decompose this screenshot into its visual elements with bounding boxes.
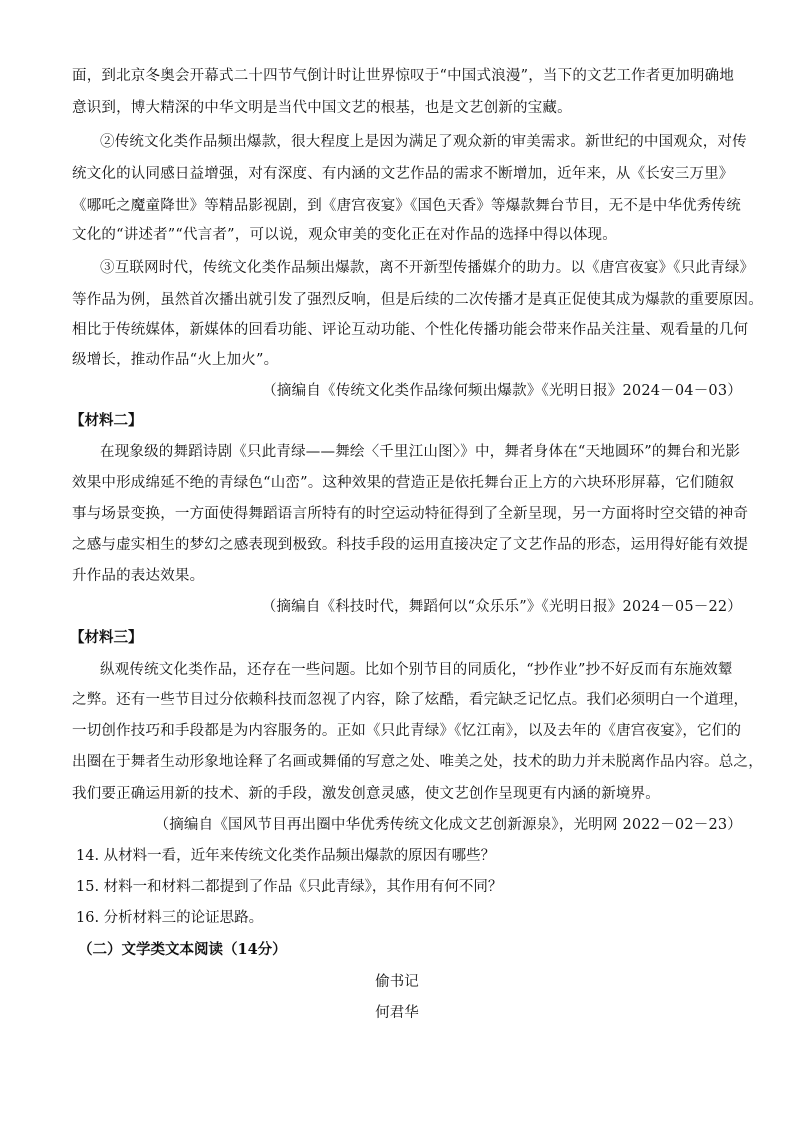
- question-16: 16. 分析材料三的论证思路。: [76, 910, 264, 926]
- paragraph-line: 《哪吒之魔童降世》等精品影视剧，到《唐宫夜宴》《国色天香》等爆款舞台节目，无不是中华优秀传统: [72, 198, 741, 214]
- paragraph-line: 纵观传统文化类作品，还存在一些问题。比如个别节目的同质化，“抄作业”抄不好反而有东施效颦: [100, 662, 733, 678]
- material-heading: 【材料二】: [70, 412, 143, 429]
- paragraph-line: 意识到，博大精深的中华文明是当代中国文艺的根基，也是文艺创新的宝藏。: [72, 100, 572, 116]
- question-15: 15. 材料一和材料二都提到了作品《只此青绿》，其作用有何不同？: [76, 879, 503, 895]
- source-citation: （摘编自《科技时代，舞蹈何以“众乐乐”》《光明日报》2024－05－22）: [261, 599, 742, 615]
- paragraph-line: 我们要正确运用新的技术、新的手段，激发创意灵感，使文艺创作呈现更有内涵的新境界。: [72, 786, 660, 802]
- paragraph-line: 之感与虚实相生的梦幻之感表现到极致。科技手段的运用直接决定了文艺作品的形态，运用得好能有效提: [72, 537, 749, 553]
- paragraph-line: 效果中形成绵延不绝的青绿色“山峦”。这种效果的营造正是依托舞台正上方的六块环形屏幕，它们随叙: [72, 475, 735, 491]
- story-author: 何君华: [375, 1005, 419, 1021]
- material-heading: 【材料三】: [70, 629, 143, 646]
- paragraph-line: 文化的“讲述者”“代言者”，可以说，观众审美的变化正在对作品的选择中得以体现。: [72, 227, 617, 243]
- paragraph-line: 级增长，推动作品“火上加火”。: [72, 352, 279, 368]
- paragraph-line: 一切创作技巧和手段都是为内容服务的。正如《只此青绿》《忆江南》，以及去年的《唐宫夜宴》，它们的: [72, 723, 742, 739]
- paragraph-line: 面，到北京冬奥会开幕式二十四节气倒计时让世界惊叹于“中国式浪漫”，当下的文艺工作者更加明确地: [72, 68, 735, 84]
- paragraph-line: 升作品的表达效果。: [72, 568, 205, 584]
- story-title: 偷书记: [375, 974, 419, 990]
- paragraph-line: 之弊。还有一些节目过分依赖科技而忽视了内容，除了炫酷，看完缺乏记忆点。我们必须明白一个道理，: [72, 692, 749, 708]
- paragraph-line: 在现象级的舞蹈诗剧《只此青绿——舞绘〈千里江山图〉》中，舞者身体在“天地圆环”的舞台和光影: [100, 444, 741, 460]
- source-citation: （摘编自《传统文化类作品缘何频出爆款》《光明日报》2024－04－03）: [262, 383, 742, 399]
- paragraph-line: 统文化的认同感日益增强，对有深度、有内涵的文艺作品的需求不断增加，近年来，从《长安三万里》: [72, 166, 734, 182]
- source-citation: （摘编自《国风节目再出圈中华优秀传统文化成文艺创新源泉》，光明网 2022－02－23）: [154, 817, 742, 833]
- question-14: 14. 从材料一看，近年来传统文化类作品频出爆款的原因有哪些？: [76, 848, 496, 864]
- paragraph-line: 相比于传统媒体，新媒体的回看功能、评论互动功能、个性化传播功能会带来作品关注量、观看量的几何: [72, 322, 749, 338]
- paragraph-line: 等作品为例，虽然首次播出就引发了强烈反响，但是后续的二次传播才是真正促使其成为爆款的重要原因。: [72, 292, 763, 308]
- paragraph-line: ③互联网时代，传统文化类作品频出爆款，离不开新型传播媒介的助力。以《唐宫夜宴》《只此青绿》: [100, 260, 755, 276]
- paragraph-line: 出圈在于舞者生动形象地诠释了名画或舞俑的写意之处、唯美之处，技术的助力并未脱离作品内容。总之，: [72, 754, 763, 770]
- section-heading: （二）文学类文本阅读（14分）: [78, 941, 287, 958]
- paragraph-line: 事与场景变换，一方面使得舞蹈语言所特有的时空运动特征得到了全新呈现，另一方面将时空交错的神奇: [72, 506, 749, 522]
- paragraph-line: ②传统文化类作品频出爆款，很大程度上是因为满足了观众新的审美需求。新世纪的中国观众，对传: [100, 134, 747, 150]
